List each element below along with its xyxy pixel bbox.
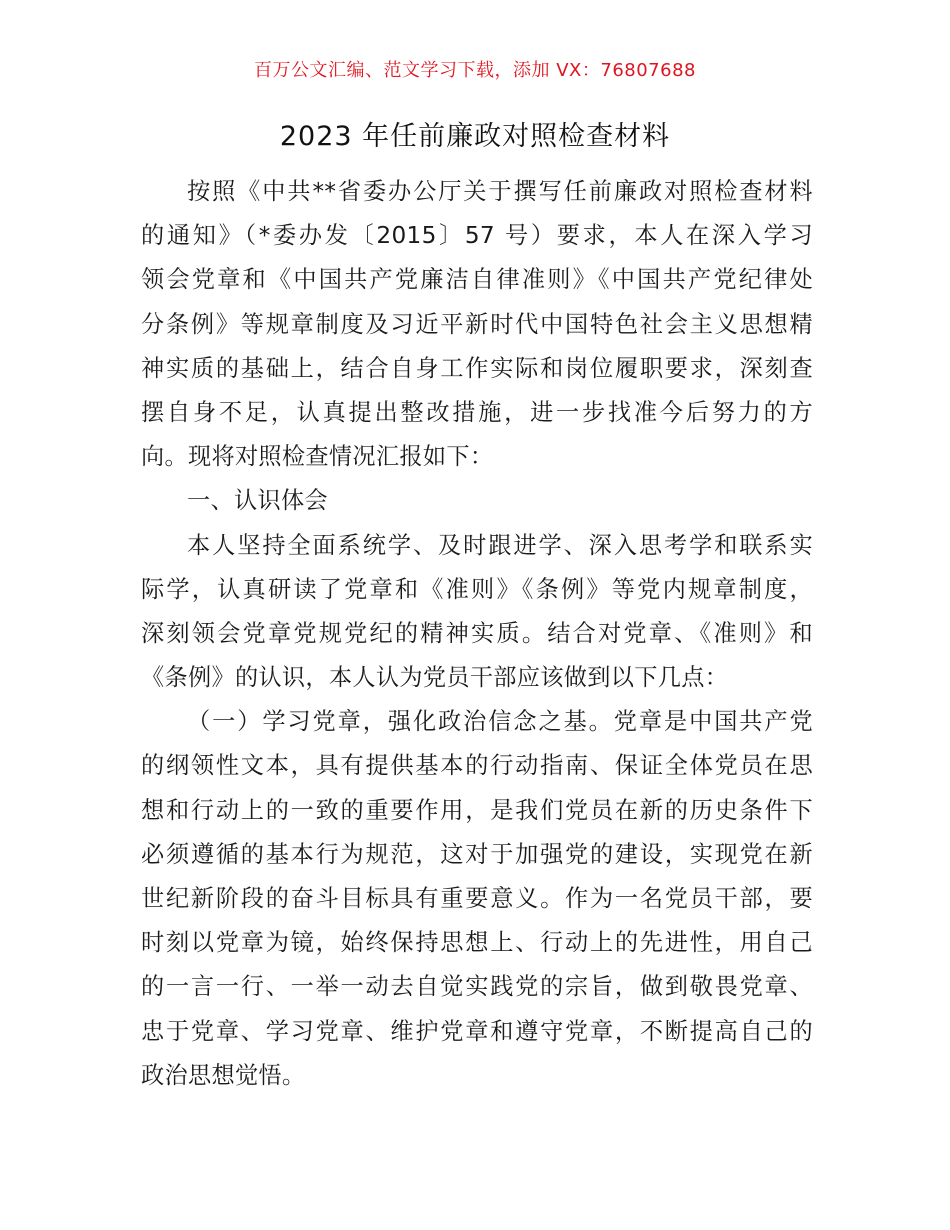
text-line: 《条例》的认识，本人认为党员干部应该做到以下几点：	[141, 664, 729, 692]
text-line: 的纲领性文本，具有提供基本的行动指南、保证全体党员在思	[141, 752, 813, 780]
document-body	[141, 170, 813, 1098]
text-line: 政治思想觉悟。	[141, 1061, 306, 1089]
heading-text: 一、认识体会	[187, 487, 328, 515]
text-line: 际学，认真研读了党章和《准则》《条例》等党内规章制度，	[141, 575, 813, 603]
text-line: 深刻领会党章党规党纪的精神实质。结合对党章、《准则》和	[141, 619, 813, 647]
text-line: 世纪新阶段的奋斗目标具有重要意义。作为一名党员干部，要	[141, 885, 813, 912]
paragraph-point-one	[141, 700, 813, 1098]
text-line: 想和行动上的一致的重要作用，是我们党员在新的历史条件下	[141, 796, 813, 824]
text-line: 必须遵循的基本行为规范，这对于加强党的建设，实现党在新	[141, 840, 813, 868]
paragraph-intro	[141, 170, 813, 479]
text-line: 神实质的基础上，结合自身工作实际和岗位履职要求，深刻查	[141, 354, 813, 382]
text-line: 领会党章和《中国共产党廉洁自律准则》《中国共产党纪律处	[141, 266, 813, 294]
text-line: 的一言一行、一举一动去自觉实践党的宗旨，做到敬畏党章、	[141, 973, 813, 1001]
text-line: 分条例》等规章制度及习近平新时代中国特色社会主义思想精	[141, 310, 813, 338]
text-line: 时刻以党章为镜，始终保持思想上、行动上的先进性，用自己	[141, 929, 813, 957]
text-line: 向。现将对照检查情况汇报如下：	[141, 443, 494, 471]
text-line: 摆自身不足，认真提出整改措施，进一步找准今后努力的方	[141, 398, 813, 426]
text-line: 忠于党章、学习党章、维护党章和遵守党章，不断提高自己的	[141, 1017, 813, 1045]
document-title: 2023 年任前廉政对照检查材料	[279, 121, 671, 152]
text-line: 按照《中共**省委办公厅关于撰写任前廉政对照检查材料	[187, 178, 813, 205]
watermark-banner: 百万公文汇编、范文学习下载，添加 VX：76807688	[254, 60, 696, 81]
text-line: （一）学习党章，强化政治信念之基。党章是中国共产党	[187, 708, 813, 736]
text-line: 的通知》（*委办发〔2015〕57 号）要求，本人在深入学习	[141, 222, 813, 250]
text-line: 本人坚持全面系统学、及时跟进学、深入思考学和联系实	[187, 531, 813, 559]
section-heading	[141, 479, 813, 523]
paragraph-understanding	[141, 524, 813, 701]
